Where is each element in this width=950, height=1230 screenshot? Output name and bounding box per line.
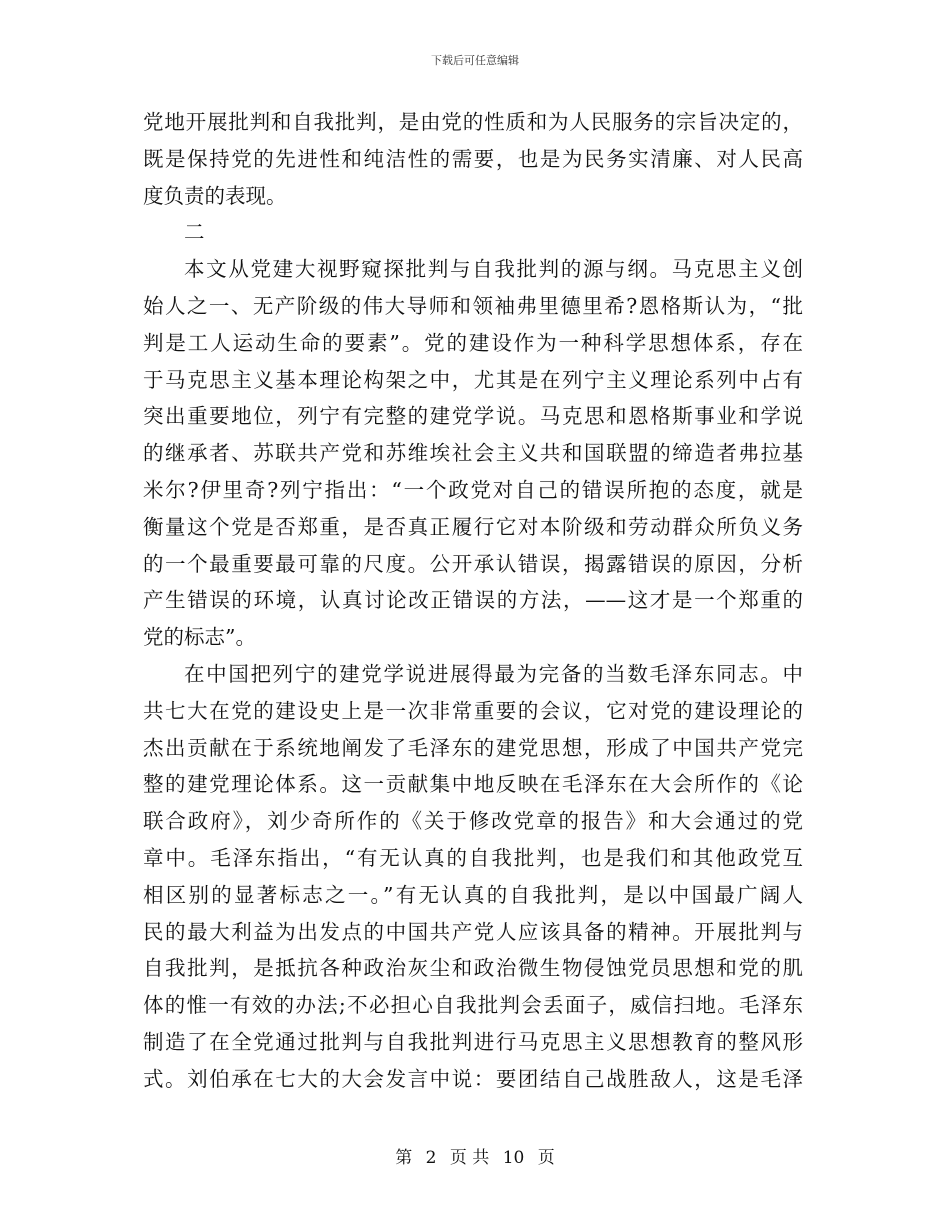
text-line: 度负责的表现。 [143, 183, 287, 208]
text-line: 联合政府》，刘少奇所作的《关于修改党章的报告》和大会通过的党 [143, 809, 803, 834]
text-line: 整的建党理论体系。这一贡献集中地反映在毛泽东在大会所作的《论 [143, 772, 803, 797]
text-line: 在中国把列宁的建党学说进展得最为完备的当数毛泽东同志。中 [184, 661, 803, 686]
text-line: 党地开展批判和自我批判，是由党的性质和为人民服务的宗旨决定的， [143, 110, 803, 134]
text-line: 突出重要地位，列宁有完整的建党学说。马克思和恩格斯事业和学说 [143, 404, 803, 429]
text-line: 米尔?伊里奇?列宁指出：“一个政党对自己的错误所抱的态度，就是 [143, 477, 803, 502]
current-page-number: 2 [425, 1148, 437, 1168]
text-line: 的继承者、苏联共产党和苏维埃社会主义共和国联盟的缔造者弗拉基 [143, 441, 803, 466]
text-line: 党的标志”。 [143, 625, 256, 650]
text-line: 杰出贡献在于系统地阐发了毛泽东的建党思想，形成了中国共产党完 [143, 735, 803, 760]
text-line: 章中。毛泽东指出，“有无认真的自我批判，也是我们和其他政党互 [143, 845, 803, 870]
page-header-note: 下载后可任意编辑 [431, 54, 519, 67]
text-line: 民的最大利益为出发点的中国共产党人应该具备的精神。开展批判与 [143, 919, 803, 944]
text-line: 本文从党建大视野窥探批判与自我批判的源与纲。马克思主义创 [184, 257, 803, 282]
text-line: 相区别的显著标志之一。”有无认真的自我批判，是以中国最广阔人 [143, 882, 803, 907]
document-body [143, 104, 803, 1098]
text-line: 产生错误的环境，认真讨论改正错误的方法，——这才是一个郑重的 [143, 588, 803, 613]
page-middle: 页 共 [449, 1148, 490, 1168]
text-line: 于马克思主义基本理论构架之中，尤其是在列宁主义理论系列中占有 [143, 367, 803, 392]
text-line: 式。刘伯承在七大的大会发言中说：要团结自己战胜敌人，这是毛泽 [143, 1066, 803, 1091]
page-number-footer [0, 1147, 950, 1169]
text-line: 共七大在党的建设史上是一次非常重要的会议，它对党的建设理论的 [143, 698, 803, 723]
text-line: 自我批判，是抵抗各种政治灰尘和政治微生物侵蚀党员思想和党的肌 [143, 956, 803, 981]
text-line: 衡量这个党是否郑重，是否真正履行它对本阶级和劳动群众所负义务 [143, 514, 803, 539]
total-page-number: 10 [502, 1148, 525, 1168]
text-line: 体的惟一有效的办法;不必担心自我批判会丢面子，威信扫地。毛泽东 [143, 993, 803, 1018]
page-suffix: 页 [537, 1148, 555, 1168]
section-number: 二 [184, 220, 205, 245]
text-line: 始人之一、无产阶级的伟大导师和领袖弗里德里希?恩格斯认为，“批 [143, 293, 803, 318]
text-line: 的一个最重要最可靠的尺度。公开承认错误，揭露错误的原因，分析 [143, 551, 803, 576]
page-prefix: 第 [395, 1148, 413, 1168]
text-line: 判是工人运动生命的要素”。党的建设作为一种科学思想体系，存在 [143, 330, 803, 355]
text-line: 既是保持党的先进性和纯洁性的需要，也是为民务实清廉、对人民高 [143, 146, 803, 171]
text-line: 制造了在全党通过批判与自我批判进行马克思主义思想教育的整风形 [143, 1029, 803, 1054]
